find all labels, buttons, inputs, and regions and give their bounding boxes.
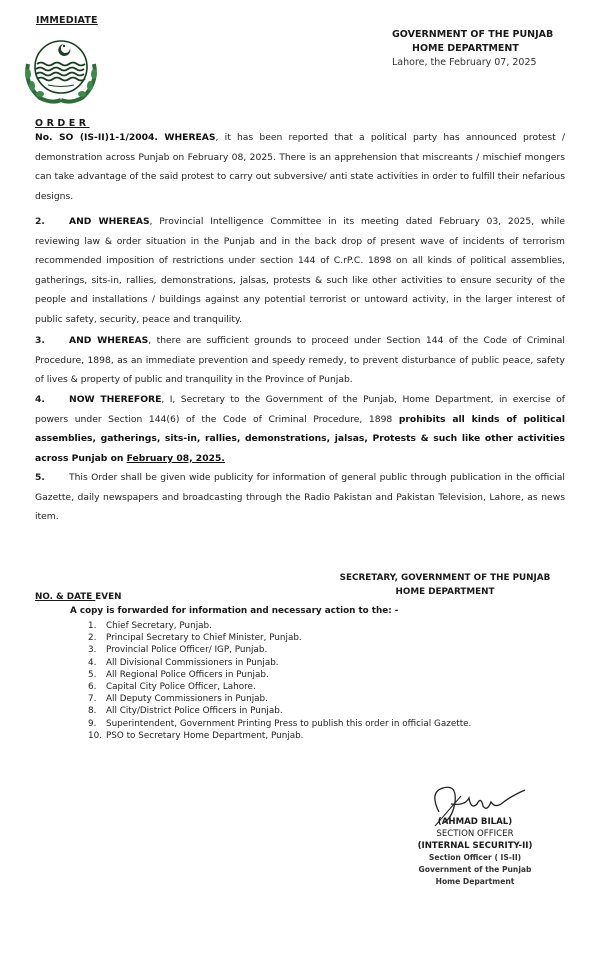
- recipient-text: Superintendent, Government Printing Press to publish this order in official Gazette.: [106, 718, 472, 729]
- stamp-line-2: Government of the Punjab: [418, 865, 532, 874]
- recipient-item: [88, 705, 471, 717]
- paragraph-lead: AND WHEREAS: [69, 335, 149, 346]
- paragraph-5-text: This Order shall be given wide publicity for information of general public through publication in the official Gazette, daily newspapers and broadcasting through the Radio Pakistan and Pakistan Television, Lahore, as news item.: [35, 472, 565, 522]
- reference-line: [35, 592, 122, 602]
- government-title: GOVERNMENT OF THE PUNJAB: [392, 29, 554, 40]
- recipient-number: 6.: [88, 682, 97, 693]
- recipient-item: [88, 657, 471, 669]
- paragraph-3-text: , there are sufficient grounds to proceed under Section 144 of the Code of Criminal Procedure, 1898, as an immediate prevention and speedy remedy, to prevent disturbance of public peace, safety of lives & property of public and tranquility in the Province of Punjab.: [35, 335, 565, 385]
- paragraph-2: [35, 212, 565, 329]
- paragraph-3: [35, 331, 565, 390]
- recipient-item: [88, 730, 471, 742]
- recipient-number: 2.: [88, 633, 97, 644]
- recipient-item: [88, 693, 471, 705]
- recipient-text: Chief Secretary, Punjab.: [106, 621, 212, 631]
- forwarding-intro: A copy is forwarded for information and necessary action to the: -: [70, 606, 399, 616]
- recipient-text: All City/District Police Officers in Punjab.: [106, 706, 283, 717]
- recipient-text: All Regional Police Officers in Punjab.: [106, 669, 269, 680]
- recipient-list: [88, 620, 471, 742]
- recipient-text: All Divisional Commissioners in Punjab.: [106, 657, 279, 668]
- order-number: No. SO (IS-II)1-1/2004. WHEREAS: [35, 132, 216, 143]
- recipient-text: All Deputy Commissioners in Punjab.: [106, 694, 268, 705]
- paragraph-lead: AND WHEREAS: [69, 216, 150, 227]
- recipient-number: 5.: [88, 669, 97, 680]
- recipient-item: [88, 718, 471, 730]
- secretary-department: HOME DEPARTMENT: [395, 587, 495, 597]
- punjab-emblem-icon: [18, 34, 104, 106]
- recipient-number: 9.: [88, 718, 97, 729]
- officer-name: (AHMAD BILAL): [437, 817, 513, 827]
- paragraph-4: [35, 390, 565, 468]
- recipient-text: PSO to Secretary Home Department, Punjab.: [106, 730, 304, 741]
- paragraph-1: [35, 128, 565, 206]
- place-date: Lahore, the February 07, 2025: [392, 57, 537, 68]
- officer-designation: SECTION OFFICER: [436, 829, 514, 839]
- recipient-number: 4.: [88, 657, 97, 668]
- paragraph-lead: NOW THEREFORE: [69, 394, 162, 405]
- recipient-item: [88, 669, 471, 681]
- recipient-number: 7.: [88, 694, 97, 705]
- priority-label: IMMEDIATE: [36, 15, 98, 26]
- recipient-text: Provincial Police Officer/ IGP, Punjab.: [106, 645, 268, 656]
- reference-even: EVEN: [95, 592, 122, 602]
- paragraph-2-text: , Provincial Intelligence Committee in its meeting dated February 03, 2025, while reviewing law & order situation in the Punjab and in the back drop of present wave of incidents of terrorism recommended imposition of restrictions under section 144 of C.rP.C. 1898 on all kinds of political assemblies, gatherings, sits-in, rallies, demonstrations, jalsas, protests & such like other activities to ensure security of the people and installations / buildings against any potential terrorist or untoward activity, in the larger interest of public safety, security, peace and tranquility.: [35, 216, 565, 325]
- reference-underlined: NO. & DATE: [35, 592, 96, 602]
- paragraph-number: 4.: [35, 394, 45, 405]
- stamp-line-1: Section Officer ( IS-II): [428, 853, 522, 862]
- paragraph-number: 5.: [35, 472, 45, 483]
- paragraph-4-text: , I, Secretary to the Government of the Punjab, Home Department, in exercise of powers under Section 144(6) of the Code of Criminal Procedure, 1898: [35, 394, 566, 425]
- recipient-item: [88, 681, 471, 693]
- recipient-text: Principal Secretary to Chief Minister, Punjab.: [106, 633, 302, 644]
- recipient-item: [88, 644, 471, 656]
- officer-wing: (INTERNAL SECURITY-II): [417, 841, 533, 851]
- paragraph-number: 2.: [35, 216, 45, 227]
- recipient-text: Capital City Police Officer, Lahore.: [106, 682, 256, 693]
- recipient-number: 8.: [88, 706, 97, 717]
- recipient-number: 1.: [88, 621, 97, 631]
- department-title: HOME DEPARTMENT: [412, 43, 519, 54]
- recipient-number: 10.: [88, 730, 102, 741]
- recipient-number: 3.: [88, 645, 97, 656]
- section-officer-block: [390, 816, 560, 888]
- paragraph-1-text: , it has been reported that a political party has announced protest / demonstration across Punjab on February 08, 2025. There is an apprehension that miscreants / mischief mongers can take advantage of the said protest to carry out subversive/ anti state activities in order to fulfill their nefarious designs.: [35, 132, 565, 202]
- prohibition-text: prohibits all kinds of political assemblies, gatherings, sits-in, rallies, demonstrations, jalsas, Protests & such like other activities across Punjab on: [35, 413, 565, 464]
- secretary-signature-block: [330, 571, 560, 599]
- paragraph-5: [35, 468, 565, 527]
- department-header: [392, 28, 553, 70]
- paragraph-number: 3.: [35, 335, 45, 346]
- stamp-line-3: Home Department: [435, 877, 515, 886]
- recipient-item: [88, 632, 471, 644]
- secretary-title: SECRETARY, GOVERNMENT OF THE PUNJAB: [339, 573, 551, 583]
- order-title: ORDER: [35, 118, 90, 129]
- recipient-item: [88, 620, 471, 632]
- prohibition-date: February 08, 2025.: [126, 452, 225, 464]
